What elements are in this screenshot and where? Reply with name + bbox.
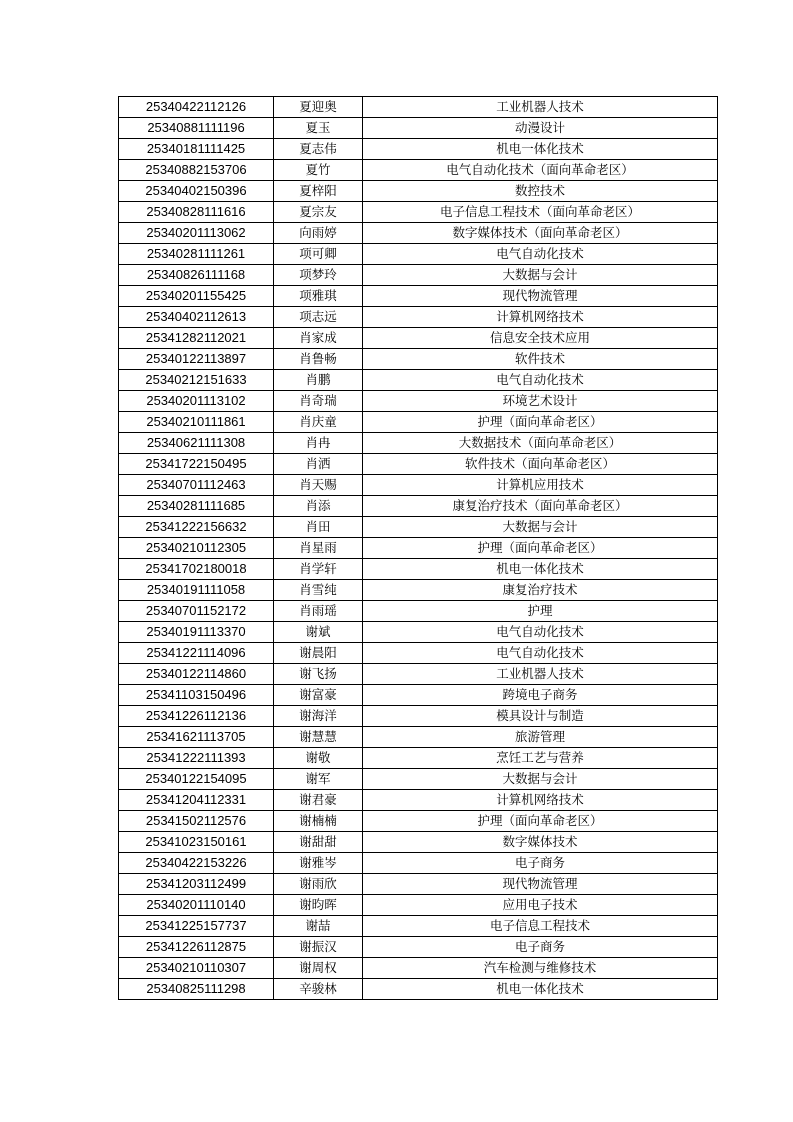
- student-id-cell: 25340212151633: [119, 370, 274, 391]
- table-row: [119, 160, 718, 181]
- table-row: [119, 811, 718, 832]
- table-row: [119, 517, 718, 538]
- student-id-cell: 25340191113370: [119, 622, 274, 643]
- major-cell: 计算机网络技术: [363, 307, 718, 328]
- student-id-cell: 25341023150161: [119, 832, 274, 853]
- table-row: [119, 853, 718, 874]
- major-cell: 数控技术: [363, 181, 718, 202]
- student-id-cell: 25341222111393: [119, 748, 274, 769]
- major-cell: 电气自动化技术: [363, 244, 718, 265]
- table-row: [119, 412, 718, 433]
- student-name-cell: 谢振汉: [274, 937, 363, 958]
- major-cell: 电子商务: [363, 853, 718, 874]
- table-row: [119, 832, 718, 853]
- student-name-cell: 肖天赐: [274, 475, 363, 496]
- major-cell: 大数据与会计: [363, 517, 718, 538]
- major-cell: 跨境电子商务: [363, 685, 718, 706]
- student-name-cell: 谢斌: [274, 622, 363, 643]
- major-cell: 机电一体化技术: [363, 139, 718, 160]
- student-id-cell: 25340191111058: [119, 580, 274, 601]
- table-row: [119, 433, 718, 454]
- student-id-cell: 25340701112463: [119, 475, 274, 496]
- student-name-cell: 夏志伟: [274, 139, 363, 160]
- major-cell: 康复治疗技术: [363, 580, 718, 601]
- major-cell: 电气自动化技术（面向革命老区）: [363, 160, 718, 181]
- table-row: [119, 580, 718, 601]
- student-id-cell: 25340402150396: [119, 181, 274, 202]
- student-name-cell: 肖冉: [274, 433, 363, 454]
- major-cell: 电子商务: [363, 937, 718, 958]
- student-name-cell: 谢慧慧: [274, 727, 363, 748]
- major-cell: 护理（面向革命老区）: [363, 412, 718, 433]
- major-cell: 数字媒体技术: [363, 832, 718, 853]
- student-name-cell: 谢君豪: [274, 790, 363, 811]
- table-row: [119, 349, 718, 370]
- student-name-cell: 肖雪纯: [274, 580, 363, 601]
- student-name-cell: 项梦玲: [274, 265, 363, 286]
- student-id-cell: 25340201113102: [119, 391, 274, 412]
- major-cell: 大数据与会计: [363, 769, 718, 790]
- student-name-cell: 夏玉: [274, 118, 363, 139]
- student-name-cell: 肖家成: [274, 328, 363, 349]
- table-row: [119, 748, 718, 769]
- table-row: [119, 391, 718, 412]
- table-row: [119, 223, 718, 244]
- table-row: [119, 538, 718, 559]
- student-id-cell: 25341225157737: [119, 916, 274, 937]
- table-row: [119, 202, 718, 223]
- major-cell: 大数据与会计: [363, 265, 718, 286]
- table-row: [119, 139, 718, 160]
- student-name-cell: 肖奇瑞: [274, 391, 363, 412]
- student-name-cell: 项可卿: [274, 244, 363, 265]
- student-name-cell: 夏竹: [274, 160, 363, 181]
- student-name-cell: 肖洒: [274, 454, 363, 475]
- student-id-cell: 25340281111261: [119, 244, 274, 265]
- major-cell: 现代物流管理: [363, 874, 718, 895]
- major-cell: 护理: [363, 601, 718, 622]
- student-name-cell: 项雅琪: [274, 286, 363, 307]
- student-name-cell: 肖鲁畅: [274, 349, 363, 370]
- major-cell: 现代物流管理: [363, 286, 718, 307]
- major-cell: 护理（面向革命老区）: [363, 538, 718, 559]
- table-row: [119, 97, 718, 118]
- table-row: [119, 475, 718, 496]
- major-cell: 旅游管理: [363, 727, 718, 748]
- table-row: [119, 454, 718, 475]
- table-row: [119, 370, 718, 391]
- student-name-cell: 夏迎奥: [274, 97, 363, 118]
- major-cell: 护理（面向革命老区）: [363, 811, 718, 832]
- table-row: [119, 286, 718, 307]
- student-id-cell: 25340201155425: [119, 286, 274, 307]
- table-row: [119, 496, 718, 517]
- table-row: [119, 601, 718, 622]
- student-id-cell: 25340621111308: [119, 433, 274, 454]
- student-id-cell: 25340828111616: [119, 202, 274, 223]
- major-cell: 电气自动化技术: [363, 643, 718, 664]
- student-id-cell: 25340210110307: [119, 958, 274, 979]
- major-cell: 信息安全技术应用: [363, 328, 718, 349]
- student-name-cell: 谢富豪: [274, 685, 363, 706]
- student-id-cell: 25340281111685: [119, 496, 274, 517]
- student-id-cell: 25341103150496: [119, 685, 274, 706]
- student-id-cell: 25340422112126: [119, 97, 274, 118]
- student-name-cell: 谢甜甜: [274, 832, 363, 853]
- student-id-cell: 25340881111196: [119, 118, 274, 139]
- major-cell: 汽车检测与维修技术: [363, 958, 718, 979]
- table-row: [119, 622, 718, 643]
- student-name-cell: 谢敬: [274, 748, 363, 769]
- student-name-cell: 谢昀晖: [274, 895, 363, 916]
- major-cell: 康复治疗技术（面向革命老区）: [363, 496, 718, 517]
- table-row: [119, 769, 718, 790]
- student-id-cell: 25341226112136: [119, 706, 274, 727]
- student-id-cell: 25340122114860: [119, 664, 274, 685]
- table-row: [119, 727, 718, 748]
- major-cell: 软件技术: [363, 349, 718, 370]
- student-id-cell: 25341621113705: [119, 727, 274, 748]
- major-cell: 计算机应用技术: [363, 475, 718, 496]
- student-name-cell: 谢飞扬: [274, 664, 363, 685]
- table-row: [119, 244, 718, 265]
- student-id-cell: 25340201110140: [119, 895, 274, 916]
- table-row: [119, 916, 718, 937]
- student-id-cell: 25341722150495: [119, 454, 274, 475]
- major-cell: 机电一体化技术: [363, 979, 718, 1000]
- student-name-cell: 项志远: [274, 307, 363, 328]
- student-table-body: [119, 97, 718, 1000]
- student-name-cell: 肖星雨: [274, 538, 363, 559]
- student-id-cell: 25341204112331: [119, 790, 274, 811]
- student-id-cell: 25340201113062: [119, 223, 274, 244]
- student-id-cell: 25340826111168: [119, 265, 274, 286]
- major-cell: 电子信息工程技术（面向革命老区）: [363, 202, 718, 223]
- student-id-cell: 25341282112021: [119, 328, 274, 349]
- major-cell: 电气自动化技术: [363, 622, 718, 643]
- student-name-cell: 夏梓阳: [274, 181, 363, 202]
- student-name-cell: 谢雨欣: [274, 874, 363, 895]
- major-cell: 环境艺术设计: [363, 391, 718, 412]
- student-id-cell: 25340210111861: [119, 412, 274, 433]
- table-row: [119, 664, 718, 685]
- student-name-cell: 肖鹏: [274, 370, 363, 391]
- student-name-cell: 向雨婷: [274, 223, 363, 244]
- student-name-cell: 肖庆童: [274, 412, 363, 433]
- student-id-cell: 25340402112613: [119, 307, 274, 328]
- major-cell: 应用电子技术: [363, 895, 718, 916]
- student-id-cell: 25340825111298: [119, 979, 274, 1000]
- student-name-cell: 谢喆: [274, 916, 363, 937]
- student-name-cell: 谢楠楠: [274, 811, 363, 832]
- student-id-cell: 25340422153226: [119, 853, 274, 874]
- student-name-cell: 谢雅岑: [274, 853, 363, 874]
- student-id-cell: 25341702180018: [119, 559, 274, 580]
- major-cell: 模具设计与制造: [363, 706, 718, 727]
- table-row: [119, 979, 718, 1000]
- major-cell: 动漫设计: [363, 118, 718, 139]
- table-row: [119, 328, 718, 349]
- major-cell: 电子信息工程技术: [363, 916, 718, 937]
- student-name-cell: 肖雨瑶: [274, 601, 363, 622]
- major-cell: 工业机器人技术: [363, 664, 718, 685]
- student-name-cell: 谢军: [274, 769, 363, 790]
- major-cell: 数字媒体技术（面向革命老区）: [363, 223, 718, 244]
- student-id-cell: 25340122154095: [119, 769, 274, 790]
- table-row: [119, 265, 718, 286]
- student-name-cell: 谢周权: [274, 958, 363, 979]
- table-row: [119, 307, 718, 328]
- table-row: [119, 706, 718, 727]
- student-id-cell: 25340181111425: [119, 139, 274, 160]
- major-cell: 软件技术（面向革命老区）: [363, 454, 718, 475]
- student-name-cell: 肖学轩: [274, 559, 363, 580]
- student-name-cell: 肖田: [274, 517, 363, 538]
- student-name-cell: 肖添: [274, 496, 363, 517]
- student-id-cell: 25340701152172: [119, 601, 274, 622]
- table-row: [119, 118, 718, 139]
- table-row: [119, 895, 718, 916]
- major-cell: 大数据技术（面向革命老区）: [363, 433, 718, 454]
- table-row: [119, 559, 718, 580]
- table-row: [119, 685, 718, 706]
- major-cell: 电气自动化技术: [363, 370, 718, 391]
- student-id-cell: 25341203112499: [119, 874, 274, 895]
- student-id-cell: 25341226112875: [119, 937, 274, 958]
- major-cell: 计算机网络技术: [363, 790, 718, 811]
- student-name-cell: 辛骏林: [274, 979, 363, 1000]
- major-cell: 工业机器人技术: [363, 97, 718, 118]
- student-name-cell: 谢晨阳: [274, 643, 363, 664]
- student-id-cell: 25340122113897: [119, 349, 274, 370]
- student-id-cell: 25340210112305: [119, 538, 274, 559]
- student-table: [118, 96, 718, 1000]
- student-name-cell: 夏宗友: [274, 202, 363, 223]
- table-row: [119, 874, 718, 895]
- student-id-cell: 25340882153706: [119, 160, 274, 181]
- student-id-cell: 25341502112576: [119, 811, 274, 832]
- table-row: [119, 181, 718, 202]
- table-row: [119, 937, 718, 958]
- student-id-cell: 25341221114096: [119, 643, 274, 664]
- table-row: [119, 958, 718, 979]
- table-row: [119, 643, 718, 664]
- major-cell: 机电一体化技术: [363, 559, 718, 580]
- student-name-cell: 谢海洋: [274, 706, 363, 727]
- student-id-cell: 25341222156632: [119, 517, 274, 538]
- table-row: [119, 790, 718, 811]
- major-cell: 烹饪工艺与营养: [363, 748, 718, 769]
